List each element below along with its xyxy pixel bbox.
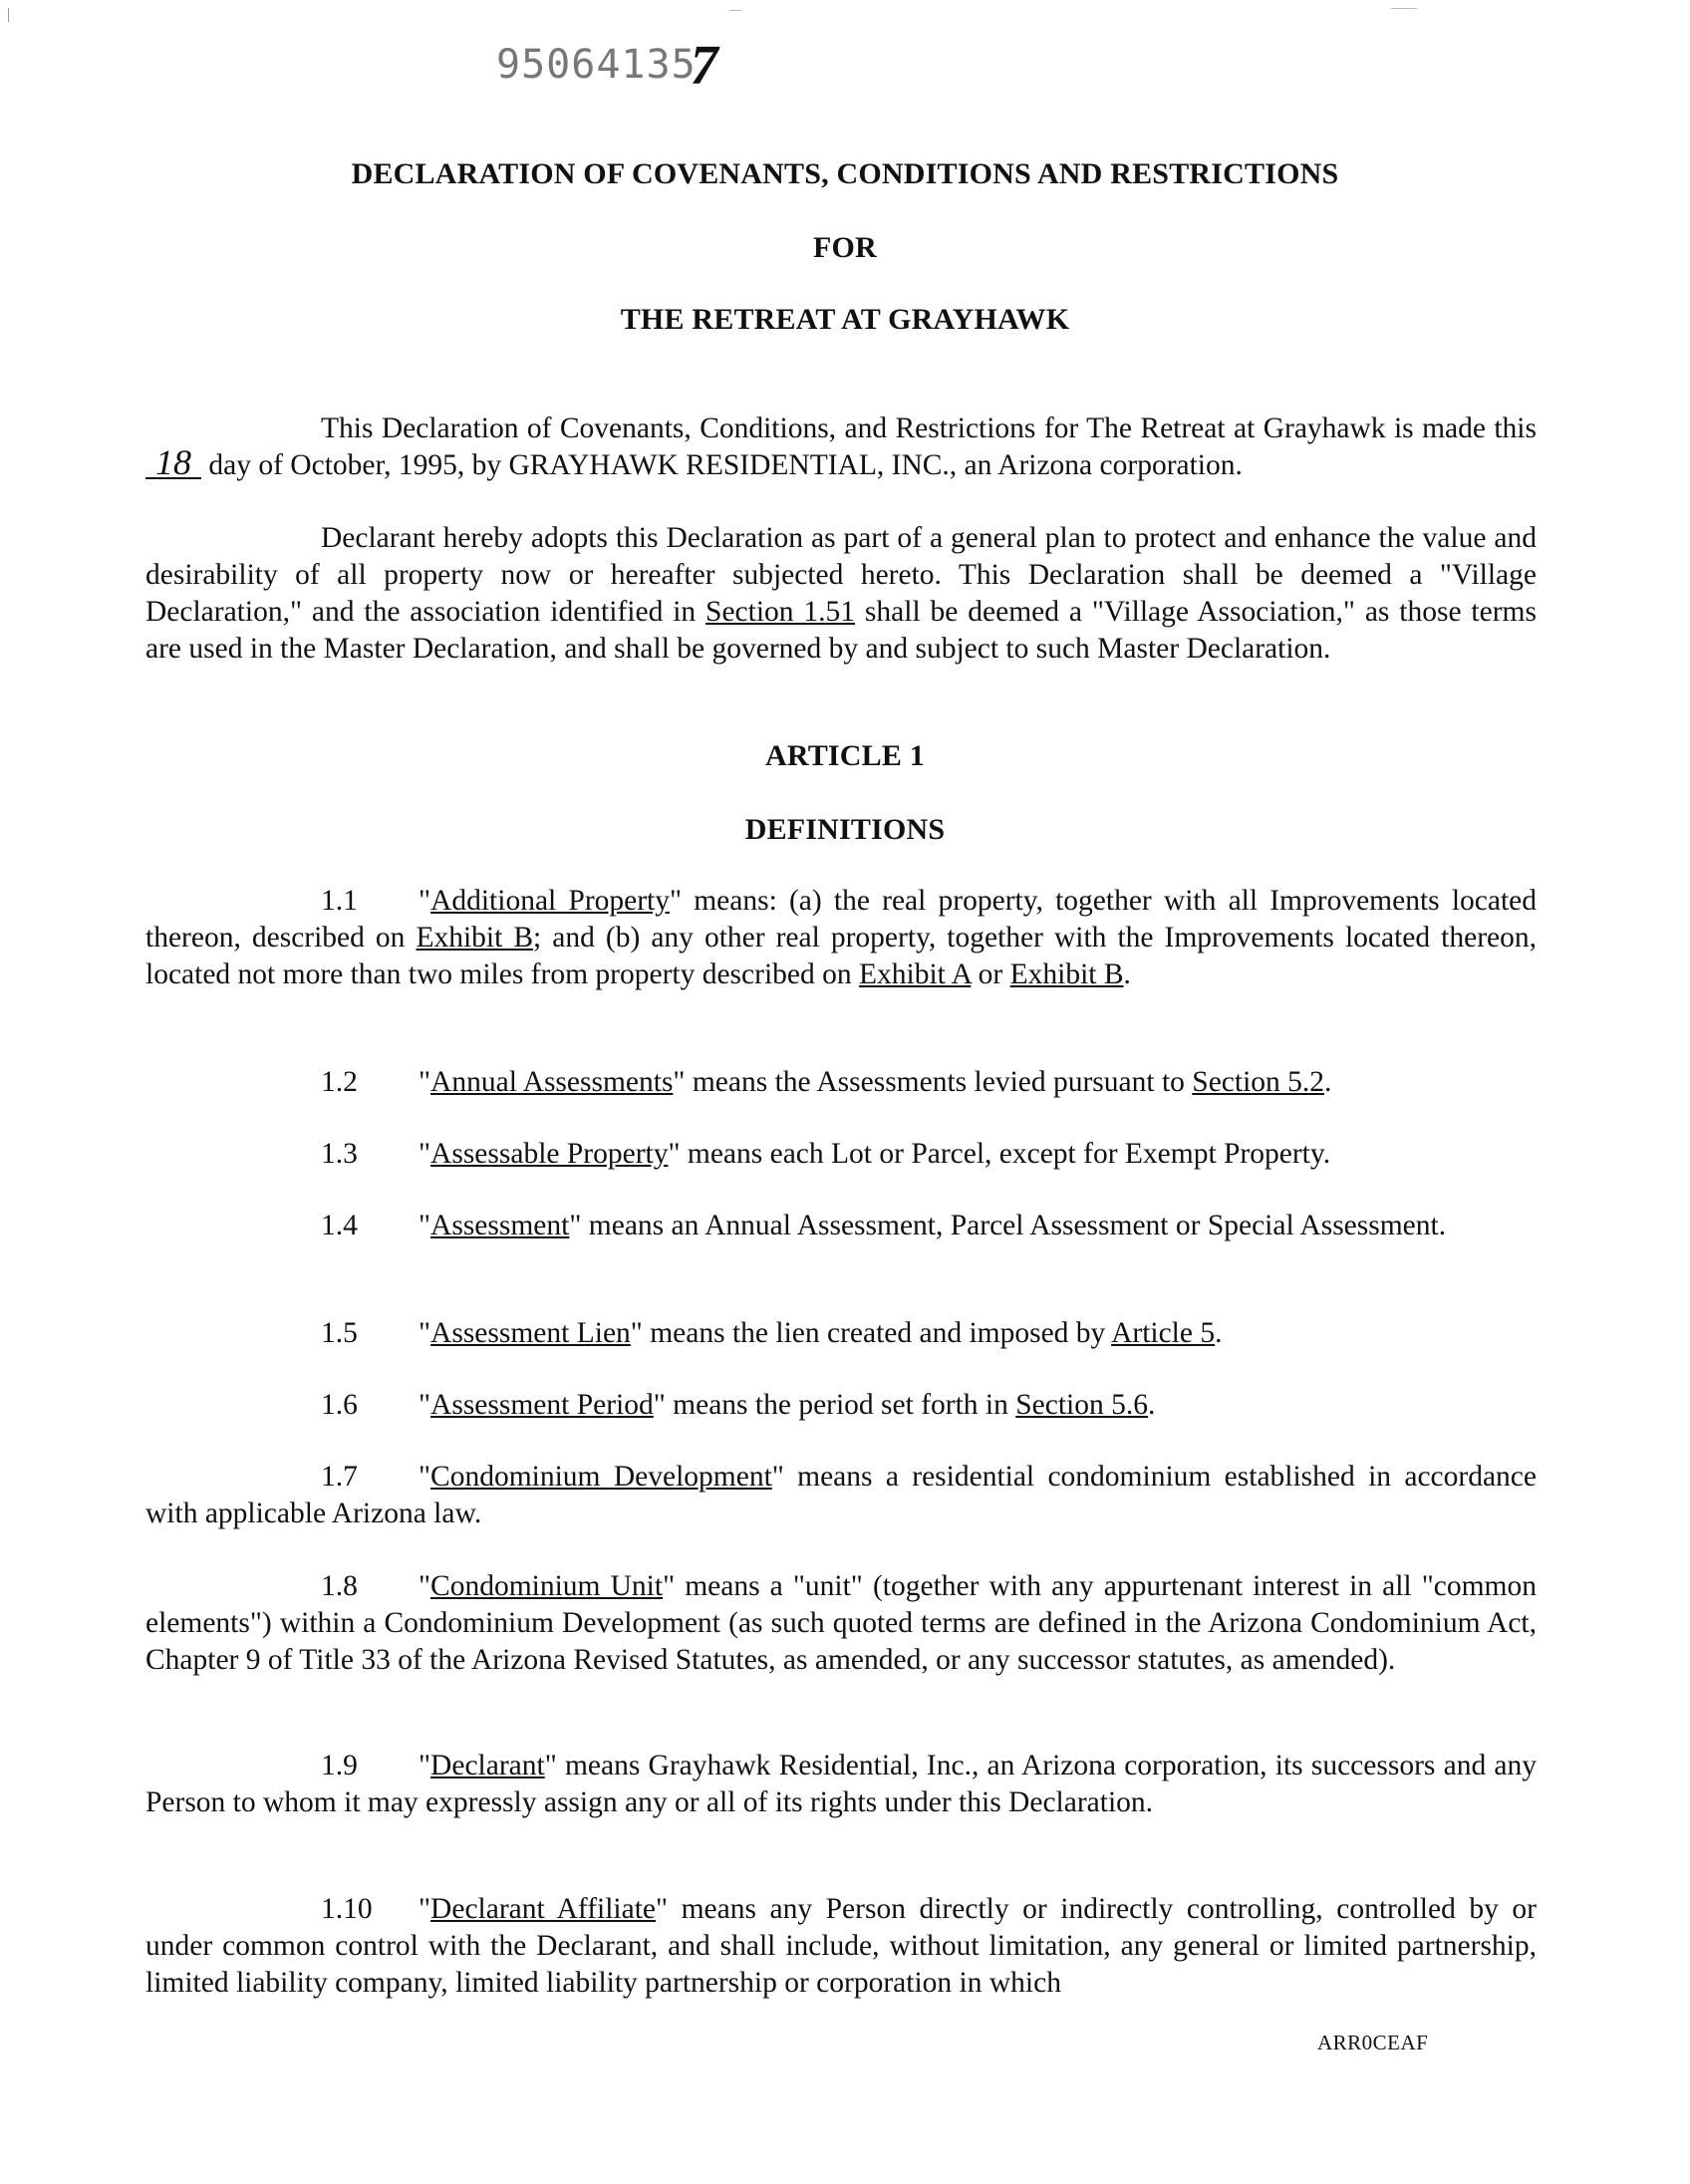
quote-mark: ": [419, 1461, 431, 1493]
document-title: DECLARATION OF COVENANTS, CONDITIONS AND RESTRICTIONS: [351, 157, 1339, 190]
definition-1-3: [145, 1136, 1537, 1173]
definition-text: " means a residential condominium established in accordance with applicable Arizona law.: [145, 1461, 1537, 1529]
exhibit-reference: Exhibit A: [859, 958, 972, 990]
handwritten-day: 18: [145, 447, 201, 479]
section-reference: Section 5.6: [1015, 1389, 1148, 1421]
definition-1-8: [145, 1568, 1537, 1679]
defined-term: Assessment Period: [430, 1389, 654, 1421]
defined-term: Declarant Affiliate: [430, 1893, 656, 1925]
definition-text: .: [1215, 1317, 1223, 1349]
defined-term: Annual Assessments: [430, 1066, 674, 1098]
quote-mark: ": [419, 1066, 431, 1098]
definition-number: 1.9: [321, 1750, 358, 1781]
article-title: ARTICLE 1: [765, 739, 925, 772]
definition-1-1: [145, 883, 1537, 993]
definition-text: .: [1148, 1389, 1156, 1421]
defined-term: Condominium Development: [430, 1461, 772, 1493]
definition-text: " means an Annual Assessment, Parcel Assessment or Special Assessment.: [569, 1210, 1447, 1241]
handwritten-stamp-digit: 7: [690, 35, 719, 97]
defined-term: Assessment Lien: [430, 1317, 631, 1349]
definition-1-5: [145, 1315, 1537, 1352]
section-reference: Section 1.51: [705, 596, 856, 628]
definition-1-4: [145, 1208, 1537, 1244]
intro-paragraph-2: [145, 520, 1537, 668]
quote-mark: ": [419, 885, 431, 917]
defined-term: Assessable Property: [430, 1138, 669, 1170]
definition-number: 1.6: [321, 1389, 358, 1421]
definition-text: .: [1324, 1066, 1332, 1098]
definition-number: 1.4: [321, 1210, 358, 1241]
quote-mark: ": [419, 1389, 431, 1421]
definition-number: 1.1: [321, 885, 358, 917]
document-subtitle: THE RETREAT AT GRAYHAWK: [620, 303, 1070, 336]
section-reference: Section 5.2: [1192, 1066, 1325, 1098]
definition-text: " means the Assessments levied pursuant to: [673, 1066, 1193, 1098]
definition-text: " means: (a) the real property, together with all Improvements located thereon, described on: [145, 885, 1537, 954]
definition-text: or: [971, 958, 1010, 990]
quote-mark: ": [419, 1893, 431, 1925]
definition-number: 1.5: [321, 1317, 358, 1349]
quote-mark: ": [419, 1750, 431, 1781]
defined-term: Additional Property: [430, 885, 671, 917]
recording-stamp-number: 95064135: [496, 42, 697, 88]
definition-text: ; and (b) any other real property, together with the Improvements located thereon, located not more than two miles from property described on: [145, 922, 1537, 990]
definition-number: 1.2: [321, 1066, 358, 1098]
definition-number: 1.3: [321, 1138, 358, 1170]
article-subtitle: DEFINITIONS: [744, 813, 946, 846]
definition-text: .: [1123, 958, 1131, 990]
recording-stamp: [496, 28, 719, 97]
definition-1-2: [145, 1064, 1537, 1101]
document-code: ARR0CEAF: [1317, 2031, 1429, 2054]
quote-mark: ": [419, 1210, 431, 1241]
definition-number: 1.7: [321, 1461, 358, 1493]
definition-text: " means each Lot or Parcel, except for Exempt Property.: [668, 1138, 1331, 1170]
definition-text: " means any Person directly or indirectly controlling, controlled by or under common control with the Declarant, and shall include, without limitation, any general or limited partnership, limited liability company, limited liability partnership or corporation in which: [145, 1893, 1537, 1999]
exhibit-reference: Exhibit B: [1009, 958, 1124, 990]
definition-1-7: [145, 1459, 1537, 1532]
quote-mark: ": [419, 1138, 431, 1170]
definition-text: " means a "unit" (together with any appurtenant interest in all "common elements") within a Condominium Development (as such quoted terms are defined in the Arizona Condominium Act, Chapter 9 of Title 33 of the Arizona Revised Statutes, as amended, or any successor statutes, as amended).: [145, 1570, 1537, 1676]
definition-number: 1.8: [321, 1570, 358, 1602]
exhibit-reference: Exhibit B: [416, 922, 534, 954]
quote-mark: ": [419, 1317, 431, 1349]
scan-artifact-top-right: [1391, 8, 1417, 9]
defined-term: Assessment: [430, 1210, 570, 1241]
intro-p2-text-a: Declarant hereby adopts this Declaration as part of a general plan to protect and enhance the value and desirability of all property now or hereafter subjected hereto. This Declaration shall be deemed a "Village Declaration," and the association identified in: [145, 522, 1537, 628]
scan-artifact-top-center: [729, 10, 741, 11]
definition-text: " means the lien created and imposed by: [630, 1317, 1112, 1349]
definition-1-6: [145, 1387, 1537, 1424]
intro-p1-text-a: This Declaration of Covenants, Conditions, and Restrictions for The Retreat at Grayhawk is made this: [321, 412, 1537, 444]
document-title-for: FOR: [813, 231, 877, 264]
quote-mark: ": [419, 1570, 431, 1602]
intro-p1-text-b: day of October, 1995, by GRAYHAWK RESIDENTIAL, INC., an Arizona corporation.: [201, 449, 1243, 481]
intro-paragraph-1: [145, 410, 1537, 484]
intro-p2-text-b: shall be deemed a "Village Association," as those terms are used in the Master Declaration, and shall be governed by and subject to such Master Declaration.: [145, 596, 1537, 665]
defined-term: Declarant: [430, 1750, 545, 1781]
defined-term: Condominium Unit: [430, 1570, 664, 1602]
scan-artifact-top-left: [8, 8, 9, 22]
article-reference: Article 5: [1111, 1317, 1216, 1349]
definition-number: 1.10: [321, 1893, 373, 1925]
definition-1-9: [145, 1748, 1537, 1821]
definition-text: " means the period set forth in: [653, 1389, 1016, 1421]
definition-text: " means Grayhawk Residential, Inc., an Arizona corporation, its successors and any Person to whom it may expressly assign any or all of its rights under this Declaration.: [145, 1750, 1537, 1818]
definition-1-10: [145, 1891, 1537, 2002]
